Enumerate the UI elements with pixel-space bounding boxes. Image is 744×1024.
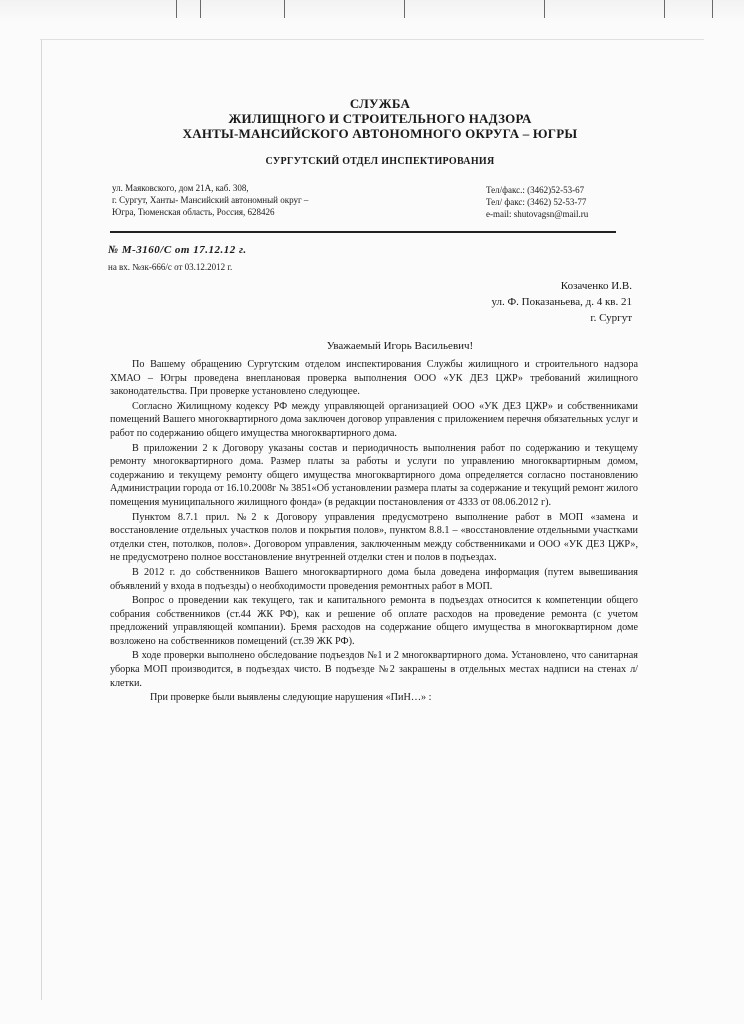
header-divider (110, 231, 616, 233)
address-line-1: ул. Маяковского, дом 21А, каб. 308, (112, 183, 249, 193)
scan-mark (544, 0, 545, 18)
scan-mark (712, 0, 713, 18)
scan-mark (176, 0, 177, 18)
salutation: Уважаемый Игорь Васильевич! (326, 340, 474, 352)
body-paragraph: Вопрос о проведении как текущего, так и капитального ремонта в подъездах относится к компетенции общего собрания собственников (ст.44 ЖК РФ), как и решение об оплате расходов на проведение ремонта (с учетом предложений управляющей компании). Бремя расходов на содержание общего имущества в многоквартирном доме возложено на собственников помещений (ст.39 ЖК РФ). (110, 595, 638, 647)
scan-mark (404, 0, 405, 18)
sender-address (112, 182, 402, 218)
org-line-3: ХАНТЫ-МАНСИЙСКОГО АВТОНОМНОГО ОКРУГА – ЮГРЫ (182, 126, 578, 141)
email: e-mail: shutovagsn@mail.ru (486, 209, 589, 219)
body-paragraph: В 2012 г. до собственников Вашего многоквартирного дома была доведена информация (путем вывешивания объявлений у входа в подъезды) о необходимости проведения ремонтных работ в МОП. (110, 566, 638, 592)
addressee-block (420, 278, 632, 326)
outgoing-number: № М-3160/С от 17.12.12 г. (108, 244, 247, 256)
body-paragraph: В ходе проверки выполнено обследование подъездов №1 и 2 многоквартирного дома. Установлено, что санитарная уборка МОП производится, в подъездах чисто. В подъезде №2 закрашены в отдельных местах надписи на стенах л/клетки. (110, 650, 638, 689)
body-paragraph: При проверке были выявлены следующие нарушения «ПиН…» : (150, 692, 432, 704)
address-line-3: Югра, Тюменская область, Россия, 628426 (112, 207, 275, 217)
scan-mark (664, 0, 665, 18)
scan-top-strip (0, 0, 744, 22)
paper-top-edge (40, 39, 704, 40)
org-line-1: СЛУЖБА (349, 96, 411, 111)
sender-contacts (486, 184, 626, 220)
organization-header (140, 96, 620, 141)
paper-left-edge (41, 40, 42, 1000)
org-line-2: ЖИЛИЩНОГО И СТРОИТЕЛЬНОГО НАДЗОРА (228, 111, 532, 126)
addressee-street: ул. Ф. Показаньева, д. 4 кв. 21 (491, 296, 632, 308)
body-paragraph: Согласно Жилищному кодексу РФ между управляющей организацией ООО «УК ДЕЗ ЦЖР» и собственниками помещений Вашего многоквартирного дома заключен договор управления с приложением перечня обязательных услуг и работ по содержанию общего имущества многоквартирного дома. (110, 400, 638, 439)
body-paragraph: По Вашему обращению Сургутским отделом инспектирования Службы жилищного и строительного надзора ХМАО – Югры проведена внеплановая проверка выполнения ООО «УК ДЕЗ ЦЖР» требований жилищного законодательства. При проверке установлено следующее. (110, 359, 638, 398)
tel-fax-2: Тел/ факс: (3462) 52-53-77 (486, 197, 587, 207)
body-paragraph: Пунктом 8.7.1 прил. №2 к Договору управления предусмотрено выполнение работ в МОП «замена и восстановление отдельных участков полов и покрытия полов», пунктом 8.8.1 – «восстановление отдельными участками отделки стен, потолков, полов». Договором управления, заключенным между собственниками и ООО «УК ДЕЗ ЦЖР», не предусмотрено полное восстановление внутренней отделки стен и полов в подъездах. (110, 511, 638, 564)
scan-mark (200, 0, 201, 18)
in-reply-reference: на вх. №зк-666/с от 03.12.2012 г. (108, 262, 233, 272)
tel-fax-1: Тел/факс.: (3462)52-53-67 (486, 185, 585, 195)
scan-mark (284, 0, 285, 18)
department-name: СУРГУТСКИЙ ОТДЕЛ ИНСПЕКТИРОВАНИЯ (265, 156, 495, 167)
addressee-city: г. Сургут (590, 312, 632, 324)
address-line-2: г. Сургут, Ханты- Мансийский автономный округ – (112, 195, 309, 205)
body-paragraph: В приложении 2 к Договору указаны состав и периодичность выполнения работ по содержанию и текущему ремонту многоквартирного дома. Размер платы за работы и услуги по управлению многоквартирным домом, содержанию и текущему ремонту общего имущества многоквартирного дома определяется согласно постановлению Администрации города от 16.10.2008г № 3851«Об установлении размера платы за содержание и текущий ремонт жилого помещения муниципального жилищного фонда» (в редакции постановления от 4333 от 08.06.2012 г). (110, 442, 638, 508)
letter-body (110, 358, 638, 706)
addressee-name: Козаченко И.В. (560, 280, 632, 292)
